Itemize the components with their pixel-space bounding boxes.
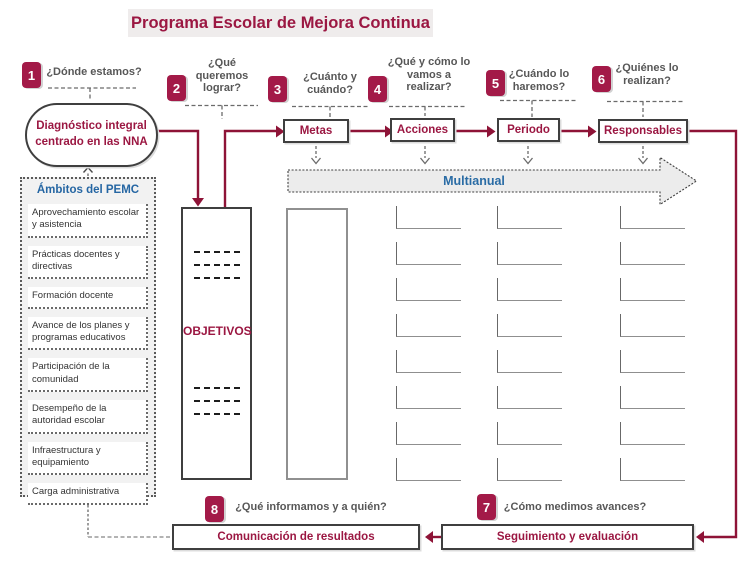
grid-cell <box>497 458 562 481</box>
comunicacion-node: Comunicación de resultados <box>172 524 420 550</box>
grid-cell <box>396 458 461 481</box>
step-2-question: ¿Qué queremos lograr? <box>195 57 249 95</box>
grid-cell <box>396 422 461 445</box>
band-dashed-arrows <box>316 146 643 158</box>
ambito-item: Participación de la comunidad <box>28 358 148 392</box>
grid-cell <box>620 278 685 301</box>
step-4-question: ¿Qué y cómo lo vamos a realizar? <box>387 56 471 94</box>
grid-cell <box>497 206 562 229</box>
grid-cell <box>620 314 685 337</box>
metas-node: Metas <box>283 119 349 143</box>
blank-line <box>194 413 240 415</box>
ambito-item: Aprovechamiento escolar y asistencia <box>28 204 148 238</box>
blank-line <box>194 387 240 389</box>
step-6-question: ¿Quiénes lo realizan? <box>615 62 679 87</box>
ambito-item: Formación docente <box>28 287 148 308</box>
step-7-question: ¿Cómo medimos avances? <box>503 501 647 513</box>
grid-cell <box>620 422 685 445</box>
ambito-item: Infraestructura y equipamiento <box>28 442 148 476</box>
grid-cell <box>497 314 562 337</box>
step-2-badge: 2 <box>167 75 186 101</box>
ambitos-header: Ámbitos del PEMC <box>36 184 140 196</box>
band-dashed-arrowheads <box>312 158 648 164</box>
objetivos-node <box>181 207 252 480</box>
ambitos-panel <box>20 177 156 497</box>
ambito-item: Carga administrativa <box>28 483 148 504</box>
step-7-badge: 7 <box>477 494 496 520</box>
grid-cell <box>620 458 685 481</box>
metas-column-box <box>286 208 348 480</box>
grid-cell <box>497 278 562 301</box>
acciones-node: Acciones <box>390 118 455 142</box>
grid-cell <box>396 314 461 337</box>
grid-cell <box>620 350 685 373</box>
blank-line <box>194 277 240 279</box>
grid-cell <box>396 386 461 409</box>
responsables-node: Responsables <box>598 119 688 143</box>
step-8-question: ¿Qué informamos y a quién? <box>235 501 387 513</box>
periodo-node: Periodo <box>497 118 560 142</box>
grid-cell <box>497 422 562 445</box>
page-title: Programa Escolar de Mejora Continua <box>128 9 433 37</box>
grid-cell <box>396 350 461 373</box>
blank-line <box>194 400 240 402</box>
ambito-item: Avance de los planes y programas educativos <box>28 317 148 351</box>
grid-cell <box>620 242 685 265</box>
grid-cell <box>620 386 685 409</box>
step-5-question: ¿Cuándo lo haremos? <box>508 68 570 93</box>
step-8-badge: 8 <box>205 496 224 522</box>
step-5-badge: 5 <box>486 70 505 96</box>
objetivos-label: OBJETIVOS <box>183 324 252 338</box>
step-4-badge: 4 <box>368 76 387 102</box>
grid-cell <box>396 206 461 229</box>
diagnostico-node: Diagnóstico integral centrado en las NNA <box>25 103 158 167</box>
grid-cell <box>497 386 562 409</box>
step-3-badge: 3 <box>268 76 287 102</box>
seguimiento-node: Seguimiento y evaluación <box>441 524 694 550</box>
ambito-item: Prácticas docentes y directivas <box>28 246 148 280</box>
blank-line <box>194 264 240 266</box>
grid-cell <box>396 278 461 301</box>
multianual-label: Multianual <box>443 174 505 188</box>
step-6-badge: 6 <box>592 66 611 92</box>
grid-cell <box>497 242 562 265</box>
step-1-badge: 1 <box>22 62 41 88</box>
grid-cell <box>497 350 562 373</box>
ambito-item: Desempeño de la autoridad escolar <box>28 400 148 434</box>
step-3-question: ¿Cuánto y cuándo? <box>303 71 357 96</box>
grid-cell <box>620 206 685 229</box>
grid-cell <box>396 242 461 265</box>
blank-line <box>194 251 240 253</box>
step-1-question: ¿Dónde estamos? <box>46 66 142 78</box>
